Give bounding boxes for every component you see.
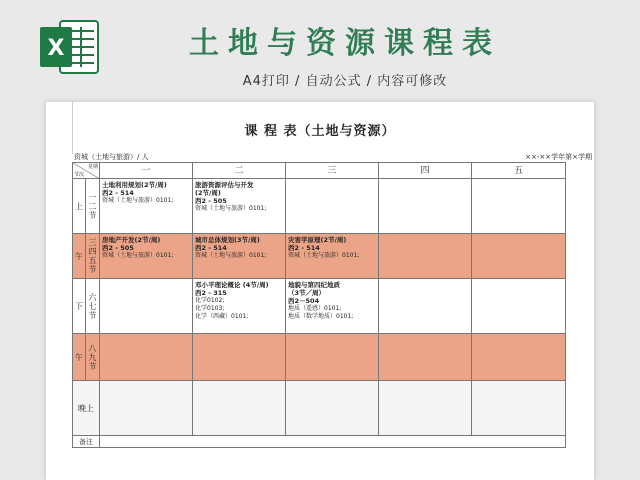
period-row-1 xyxy=(73,179,566,234)
period-side-label: 午 xyxy=(73,234,86,279)
schedule-cell[interactable] xyxy=(472,334,566,381)
period-section-label: 一 二 节 xyxy=(86,179,100,234)
period-row-evening xyxy=(73,381,566,436)
schedule-cell[interactable] xyxy=(286,334,379,381)
course-class: 资城（土地与旅游）0101; xyxy=(102,252,174,259)
corner-cell xyxy=(73,163,100,179)
course-class: 化学0103; xyxy=(195,305,225,312)
course-name: 地貌与第四纪地质 （3节／周） xyxy=(288,281,340,297)
schedule-cell[interactable] xyxy=(379,381,472,436)
schedule-cell[interactable] xyxy=(379,234,472,279)
schedule-cell[interactable] xyxy=(472,279,566,334)
schedule-cell[interactable] xyxy=(472,381,566,436)
period-row-3 xyxy=(73,279,566,334)
course-class: 化学0102; xyxy=(195,297,225,304)
schedule-cell[interactable] xyxy=(193,179,286,234)
day-header-tue: 二 xyxy=(193,163,286,179)
schedule-cell[interactable] xyxy=(100,179,193,234)
course-class: 资城（土地与旅游）0101; xyxy=(195,252,267,259)
schedule-cell[interactable] xyxy=(193,334,286,381)
period-section-label: 六 七 节 xyxy=(86,279,100,334)
course-room: 西2 - 514 xyxy=(288,244,320,252)
period-row-2 xyxy=(73,234,566,279)
page-title: 土地与资源课程表 xyxy=(189,26,501,61)
corner-period-label: 节次 xyxy=(74,172,85,178)
schedule-table xyxy=(72,162,566,448)
course-class: 资城（土地与旅游）0101; xyxy=(195,205,267,212)
course-name: 灾害学原理(2节/周) xyxy=(288,236,347,244)
period-section-label: 三 四 五 节 xyxy=(86,234,100,279)
schedule-cell[interactable] xyxy=(100,279,193,334)
period-side-label: 午 xyxy=(73,334,86,381)
course-room: 西2 - 514 xyxy=(102,189,134,197)
banner xyxy=(0,0,640,100)
class-label: 资城（土地与旅游）/ 人 xyxy=(74,153,149,161)
spreadsheet-preview xyxy=(46,102,594,480)
course-room: 西2 - 505 xyxy=(102,244,134,252)
schedule-cell[interactable] xyxy=(193,234,286,279)
course-room: 西2 - 505 xyxy=(195,197,227,205)
course-name: 邓小平理论概论 (4节/周) xyxy=(195,281,269,289)
period-section-label: 八 九 节 xyxy=(86,334,100,381)
course-room: 西2－504 xyxy=(288,297,320,305)
schedule-cell[interactable] xyxy=(286,381,379,436)
course-class: 资城（土地与旅游）0101; xyxy=(288,252,360,259)
course-class: 地质（数学地质）0101; xyxy=(288,313,354,320)
schedule-cell[interactable] xyxy=(286,279,379,334)
schedule-cell[interactable] xyxy=(472,179,566,234)
day-header-mon: 一 xyxy=(100,163,193,179)
period-side-label: 下 xyxy=(73,279,86,334)
schedule-cell[interactable] xyxy=(379,179,472,234)
schedule-cell[interactable] xyxy=(379,279,472,334)
schedule-cell[interactable] xyxy=(286,179,379,234)
day-header-wed: 三 xyxy=(286,163,379,179)
schedule-title: 课 程 表（土地与资源） xyxy=(244,124,396,139)
course-name: 房地产开发(2节/周) xyxy=(102,236,161,244)
page-subtitle: A4打印 / 自动公式 / 内容可修改 xyxy=(242,74,448,89)
schedule-cell[interactable] xyxy=(100,234,193,279)
schedule-cell[interactable] xyxy=(193,279,286,334)
excel-icon-letter: X xyxy=(47,36,65,61)
schedule-cell[interactable] xyxy=(379,334,472,381)
period-side-label: 上 xyxy=(73,179,86,234)
notes-label: 备注 xyxy=(73,436,100,448)
course-class: 资城（土地与旅游）0101; xyxy=(102,197,174,204)
course-name: 旅游资源评估与开发 (2节/周) xyxy=(195,181,254,197)
notes-row xyxy=(73,436,566,448)
term-label: ××-××学年第×学期 xyxy=(525,153,592,161)
course-class: 化学（西藏）0101; xyxy=(195,313,249,320)
course-name: 土地利用规划(2节/周) xyxy=(102,181,167,189)
schedule-cell[interactable] xyxy=(100,381,193,436)
notes-cell[interactable] xyxy=(100,436,566,448)
schedule-cell[interactable] xyxy=(193,381,286,436)
period-row-4 xyxy=(73,334,566,381)
course-name: 城市总体规划(3节/周) xyxy=(195,236,260,244)
course-room: 西2 - 514 xyxy=(195,244,227,252)
header-row xyxy=(73,163,566,179)
course-room: 西2 - 315 xyxy=(195,289,227,297)
schedule-cell[interactable] xyxy=(472,234,566,279)
evening-label: 晚上 xyxy=(73,381,100,436)
schedule-cell[interactable] xyxy=(286,234,379,279)
course-class: 地质（遥感）0101; xyxy=(288,305,342,312)
day-header-fri: 五 xyxy=(472,163,566,179)
corner-weekday-label: 星期 xyxy=(87,164,98,170)
day-header-thu: 四 xyxy=(379,163,472,179)
schedule-cell[interactable] xyxy=(100,334,193,381)
excel-icon xyxy=(38,17,100,77)
